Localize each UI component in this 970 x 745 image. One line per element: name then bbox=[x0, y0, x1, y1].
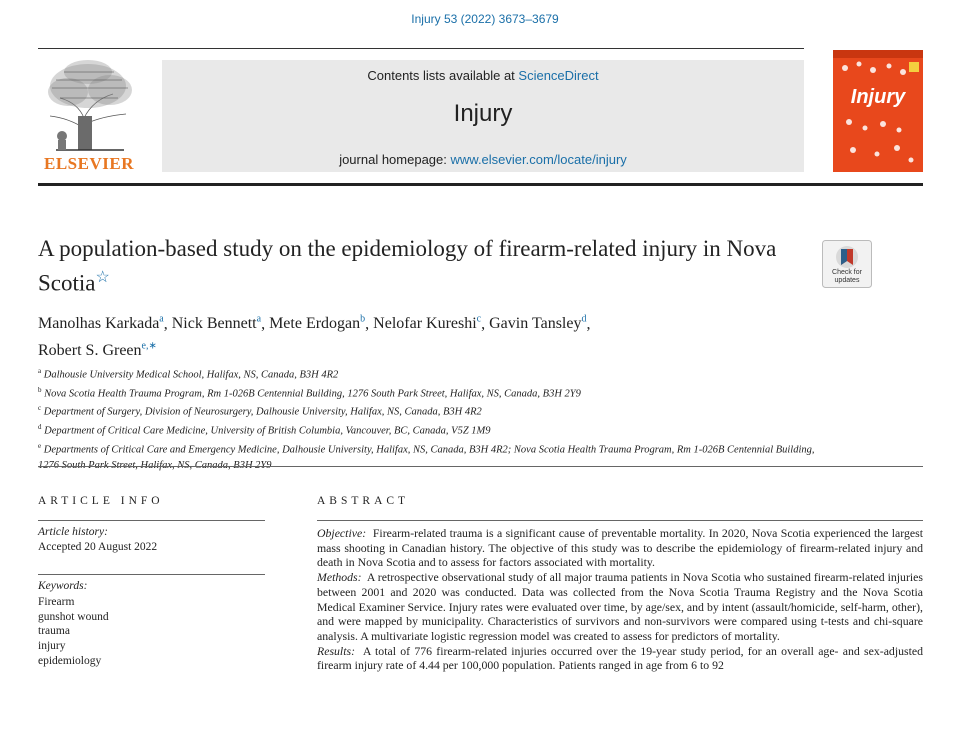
top-rule bbox=[38, 48, 804, 49]
contents-prefix: Contents lists available at bbox=[367, 68, 519, 83]
keyword: injury bbox=[38, 640, 66, 653]
affiliation-item: $^c$ Department of Surgery, Division of Neurosurgery, Dalhousie University, Halifax, NS, Canada, B3H 4R2 bbox=[38, 404, 482, 418]
journal-name[interactable]: Injury bbox=[453, 100, 513, 127]
article-info-heading: ARTICLE INFO bbox=[38, 495, 164, 507]
author[interactable]: Manolhas Karkada$^a$ bbox=[38, 314, 164, 333]
header-rule bbox=[38, 183, 923, 186]
title-footnote-star-icon[interactable]: ☆ bbox=[95, 269, 110, 286]
affiliations bbox=[38, 364, 838, 473]
keyword: trauma bbox=[38, 625, 70, 638]
affiliation-item: $^b$ Nova Scotia Health Trauma Program, Rm 1-026B Centennial Building, 1276 South Park Street, Halifax, NS, Canada, B3H 2Y9 bbox=[38, 385, 581, 400]
affiliation-item: $^e$ Departments of Critical Care and Emergency Medicine, Dalhousie University, Halifax, NS, Canada, B3H 4R2; Nova Scotia Health Trauma Program, Rm 1-026B Centennial Building, bbox=[38, 441, 815, 456]
abstract-objective: Objective: Firearm-related trauma is a significant cause of preventable mortality. In 2020, Nova Scotia experienced the largest mass shooting in Canadian history. The objective of this study was to describe the epidemiology of firearm-related injury and death in Nova Scotia and to assess for factors associated with mortality. bbox=[317, 526, 923, 570]
abstract-rule bbox=[317, 520, 923, 521]
article-title bbox=[38, 234, 798, 298]
abstract-heading: ABSTRACT bbox=[317, 495, 410, 507]
author[interactable]: Nick Bennett$^a$ bbox=[171, 314, 262, 333]
author[interactable]: Gavin Tansley$^d$ bbox=[489, 314, 587, 333]
author-list: Manolhas Karkada$^a$, Nick Bennett$^a$, Mete Erdogan$^b$, Nelofar Kureshi$^c$, Gavin Tansley$^d$, Robert S. Green$^{e,∗}$ bbox=[38, 314, 591, 359]
homepage-link[interactable]: www.elsevier.com/locate/injury bbox=[450, 152, 627, 167]
check-for-updates-button[interactable] bbox=[822, 240, 872, 288]
elsevier-wordmark: ELSEVIER bbox=[44, 154, 134, 173]
section-rule bbox=[38, 466, 923, 467]
homepage-prefix: journal homepage: bbox=[339, 152, 451, 167]
sciencedirect-link[interactable]: ScienceDirect bbox=[518, 68, 599, 83]
author-affiliation-mark[interactable]: c bbox=[476, 314, 482, 325]
author[interactable]: Nelofar Kureshi$^c$ bbox=[373, 314, 482, 333]
abstract-methods: Methods: A retrospective observational study of all major trauma patients in Nova Scotia who sustained firearm-related injuries between 2001 and 2020 was conducted. Data was collected from the Nova Scotia Trauma Registry and the Nova Scotia Medical Examiner Service. Injury rates were evaluated over time, by age/sex, and by intent (assault/homicide, self-harm, other), and were mapped by municipality. Characteristics of survivors and non-survivors were compared using t-tests and chi-square analysis. A multivariate logistic regression model was created to assess for predictors of mortality. bbox=[317, 570, 923, 643]
check-updates-label: Check for updates bbox=[832, 269, 862, 284]
elsevier-tree-icon bbox=[38, 58, 140, 154]
journal-cover[interactable] bbox=[833, 50, 923, 172]
author-affiliation-mark[interactable]: e,∗ bbox=[141, 340, 157, 352]
article-title-text: A population-based study on the epidemiology of firearm-related injury in Nova Scotia bbox=[38, 236, 777, 296]
keywords-rule bbox=[38, 574, 265, 575]
cover-title: Injury bbox=[850, 86, 906, 108]
author-affiliation-mark[interactable]: b bbox=[360, 314, 366, 325]
journal-header-box bbox=[162, 60, 804, 172]
keyword: Firearm bbox=[38, 596, 75, 608]
elsevier-logo[interactable] bbox=[38, 58, 140, 176]
article-history-value: Accepted 20 August 2022 bbox=[38, 541, 158, 553]
homepage-line bbox=[162, 152, 804, 167]
keywords-label: Keywords: bbox=[38, 580, 88, 592]
keyword: gunshot wound bbox=[38, 610, 109, 623]
author-affiliation-mark[interactable]: a bbox=[159, 314, 164, 325]
contents-line bbox=[162, 68, 804, 83]
author-affiliation-mark[interactable]: a bbox=[256, 314, 262, 325]
keywords-list bbox=[38, 595, 109, 669]
affiliation-item: $^a$ Dalhousie University Medical School, Halifax, NS, Canada, B3H 4R2 bbox=[38, 367, 339, 381]
journal-citation[interactable]: Injury 53 (2022) 3673–3679 bbox=[411, 12, 559, 26]
article-info-rule bbox=[38, 520, 265, 521]
abstract-body bbox=[317, 526, 923, 673]
keyword: epidemiology bbox=[38, 654, 102, 667]
cover-image bbox=[833, 50, 923, 172]
author-affiliation-mark[interactable]: d bbox=[581, 314, 587, 325]
article-history-label: Article history: bbox=[38, 526, 108, 538]
author[interactable]: Mete Erdogan$^b$ bbox=[269, 314, 366, 333]
author[interactable]: Robert S. Green$^{e,∗}$ bbox=[38, 340, 157, 359]
affiliation-item: $^d$ Department of Critical Care Medicine, University of British Columbia, Vancouver, BC, Canada, V5Z 1M9 bbox=[38, 423, 491, 437]
abstract-results: Results: A total of 776 firearm-related injuries occurred over the 19-year study period, for an overall age- and sex-adjusted firearm injury rate of 4.44 per 100,000 population. Patients ranged in age from 6 to 92 bbox=[317, 643, 924, 673]
